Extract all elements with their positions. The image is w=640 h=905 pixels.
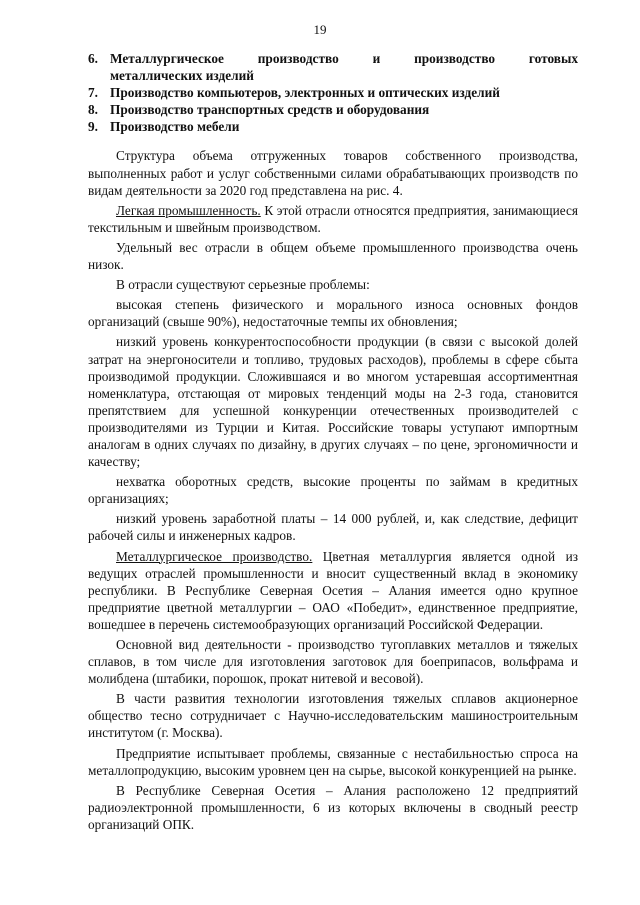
list-item-text: Производство мебели: [110, 119, 240, 135]
paragraph-problem-wages: низкий уровень заработной платы – 14 000 рублей, и, как следствие, дефицит рабочей силы и инженерных кадров.: [88, 511, 578, 544]
list-item-text-line1: Металлургическое производство и производство готовых: [110, 51, 578, 66]
list-item: [88, 118, 578, 135]
list-item: [88, 50, 578, 84]
paragraph-problems-intro: В отрасли существуют серьезные проблемы:: [116, 277, 370, 293]
paragraph-text: К этой отрасли относятся предприятия, занимающиеся текстильным и швейным производством.: [88, 202, 579, 235]
list-item-number: 7.: [88, 85, 98, 101]
list-item-text-line2: металлических изделий: [110, 68, 254, 84]
paragraph-share: Удельный вес отрасли в общем объеме промышленного производства очень низок.: [88, 239, 578, 273]
paragraph-structure: Структура объема отгруженных товаров собственного производства, выполненных работ и услуг собственными силами обрабатывающих производств по видам деятельности за 2020 год представлена на рис. 4.: [88, 148, 578, 198]
paragraph-text: Цветная металлургия является одной из ведущих отраслей промышленности и вносит существенный вклад в экономику республики. В Республике Северная Осетия – Алания имеется одно крупное предприятие цветной металлургии – ОАО «Победит», единственное предприятие, вошедшее в перечень системообразующих организаций Российской Федерации.: [88, 548, 578, 632]
paragraph-problem-wear: высокая степень физического и морального износа основных фондов организаций (свыше 90%), недостаточные темпы их обновления;: [88, 297, 578, 330]
list-item: [88, 101, 578, 118]
list-item-number: 9.: [88, 119, 98, 135]
section-heading-metallurgy: Металлургическое производство.: [116, 548, 313, 564]
section-heading-light-industry: Легкая промышленность.: [116, 202, 261, 218]
industry-list: [88, 50, 578, 135]
paragraph-enterprise-problems: Предприятие испытывает проблемы, связанные с нестабильностью спроса на металлопродукцию, высоким уровнем цен на сырье, высокой конкуренцией на рынке.: [88, 745, 578, 778]
paragraph-main-activity: Основной вид деятельности - производство тугоплавких металлов и тяжелых сплавов, в том числе для изготовления заготовок для боеприпасов, вольфрама и молибдена (штабики, порошок, прокат нитевой и весовой).: [88, 637, 578, 687]
list-item-text: [110, 50, 578, 84]
paragraph-problem-competitiveness: низкий уровень конкурентоспособности продукции (в связи с высокой долей затрат на энергоносители и топливо, трудовых расходов), проблемы в сфере сбыта производимой продукции. Сложившаяся и во многом устаревшая ассортиментная номенклатура, отстающая от мировых тенденций моды на 2-3 года, становится препятствием для успешной конкуренции отечественных производителей с производителями из Турции и Китая. Российские товары уступают импортным аналогам в одних случаях по дизайну, в других случаях – по цене, эргономичности и качеству;: [88, 334, 578, 470]
list-item-text: Производство транспортных средств и оборудования: [110, 102, 430, 118]
paragraph-problem-working-capital: нехватка оборотных средств, высокие проценты по займам в кредитных организациях;: [88, 474, 578, 507]
paragraph-metallurgy: [88, 548, 578, 633]
page-number: 19: [313, 22, 327, 37]
list-item-number: 8.: [88, 102, 98, 118]
paragraph-radioelectronics: В Республике Северная Осетия – Алания расположено 12 предприятий радиоэлектронной промышленности, 6 из которых включены в сводный реестр организаций ОПК.: [88, 782, 578, 832]
list-item-number: 6.: [88, 51, 98, 66]
list-item: [88, 84, 578, 101]
document-body: [88, 50, 578, 836]
paragraph-light-industry: [88, 202, 578, 236]
list-item-text: Производство компьютеров, электронных и оптических изделий: [110, 85, 500, 101]
paragraph-cooperation: В части развития технологии изготовления тяжелых сплавов акционерное общество тесно сотрудничает с Научно-исследовательским машиностроительным институтом (г. Москва).: [88, 691, 578, 741]
